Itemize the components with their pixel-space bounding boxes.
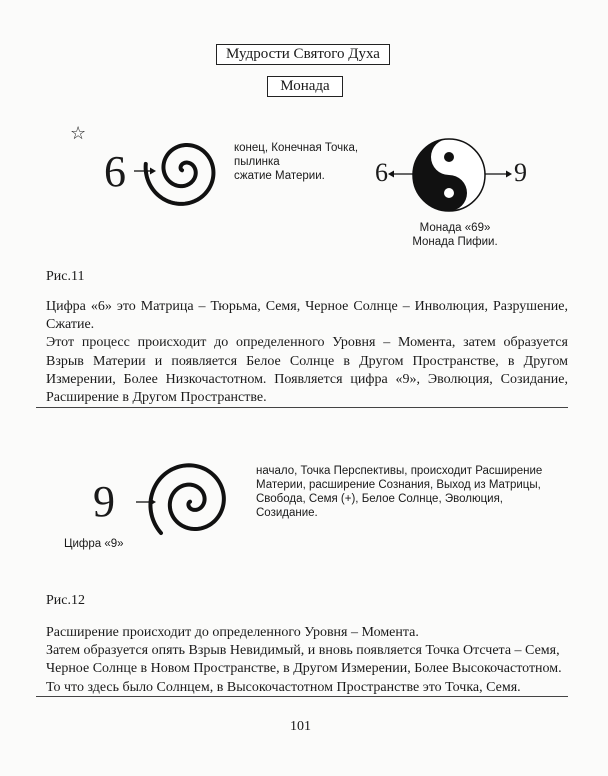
spiral-label-line: Материи, расширение Сознания, Выход из Матрицы,: [256, 479, 541, 491]
figure12-digit-9: 9: [93, 477, 115, 526]
star-icon: ☆: [70, 123, 87, 144]
figure12-spiral-label: [256, 464, 566, 520]
spiral-label-line: начало, Точка Перспективы, происходит Расширение: [256, 465, 543, 477]
spiral-label-line: Свобода, Семя (+), Белое Солнце, Эволюция,: [256, 493, 503, 505]
spiral-label-line: пылинка: [234, 156, 280, 168]
figure12-caption: Рис.12: [46, 593, 85, 608]
paragraph-1-line: Цифра «6» это Матрица – Тюрьма, Семя, Черное Солнце – Инволюция, Разрушение, Сжатие.: [46, 299, 568, 333]
spiral-label-line: сжатие Материи.: [234, 170, 325, 182]
paragraph-2-line: Расширение происходит до определенного Уровня – Момента.: [46, 625, 419, 640]
figure12-graphic: [120, 460, 230, 550]
page-number: 101: [290, 719, 311, 734]
paragraph-2: [46, 624, 568, 697]
monad-caption-line: Монада «69»: [419, 222, 491, 234]
paragraph-2-line: То что здесь было Солнцем, в Высокочастотном Пространстве это Точка, Семя.: [46, 679, 521, 695]
monad-caption: [390, 221, 520, 249]
arrow-left-icon: [388, 171, 416, 178]
paragraph-1: [46, 298, 568, 407]
yin-yang-icon: [413, 139, 485, 211]
spiral-icon: [146, 145, 214, 204]
figure11-caption: Рис.11: [46, 269, 85, 284]
figure11-spiral-label: [234, 141, 384, 183]
figure11-graphic: [120, 130, 230, 210]
figure11-digit-6: 6: [104, 147, 126, 196]
arrow-right-icon: [136, 499, 156, 506]
yin-yang-graphic: [386, 130, 516, 220]
divider-1: [36, 407, 568, 408]
header-title-box: [216, 44, 390, 65]
spiral-label-line: Созидание.: [256, 507, 318, 519]
header-title: Мудрости Святого Духа: [226, 46, 380, 62]
header-subtitle-box: [267, 76, 343, 97]
yin-yang-digit-left: 6: [375, 158, 388, 187]
monad-caption-line: Монада Пифии.: [412, 236, 498, 248]
yin-yang-digit-right: 9: [514, 158, 527, 187]
paragraph-1-line: Этот процесс происходит до определенного Уровня – Момента, затем образуется Взрыв Материи и появляется Белое Солнце в Другом Пространстве, в Другом Измерении, Более Низкочастотном. Появляется цифра «9», Эволюция, Созидание, Расширение в Другом Пространстве.: [46, 335, 568, 406]
header-subtitle: Монада: [280, 78, 330, 94]
divider-2: [36, 696, 568, 697]
spiral-label-line: конец, Конечная Точка,: [234, 142, 359, 154]
spiral-icon: [150, 465, 223, 533]
figure12-digit-caption: Цифра «9»: [64, 538, 124, 550]
arrow-right-icon: [482, 171, 512, 178]
paragraph-2-line: Затем образуется опять Взрыв Невидимый, и вновь появляется Точка Отсчета – Семя, Черное Солнце в Новом Пространстве, в Другом Измерении, Более Высокочастотном.: [46, 643, 562, 677]
